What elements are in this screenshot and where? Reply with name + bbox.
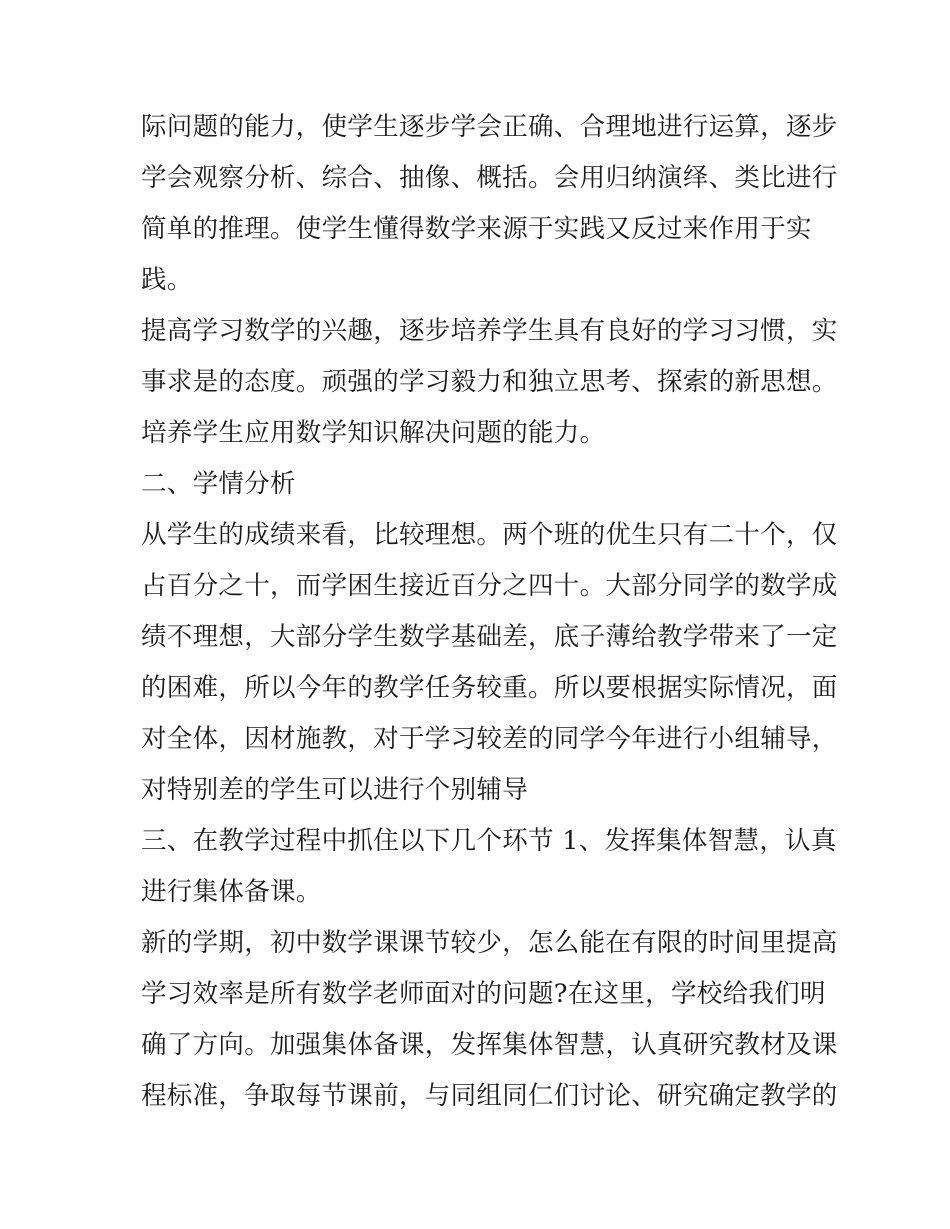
text-line: 事求是的态度。顽强的学习毅力和独立思考、探索的新思想。: [141, 367, 838, 397]
text-line: 对全体，因材施教，对于学习较差的同学今年进行小组辅导，: [141, 724, 838, 754]
text-line: 新的学期，初中数学课课节较少，怎么能在有限的时间里提高: [141, 928, 838, 958]
text-line: 进行集体备课。: [141, 877, 322, 907]
text-line: 的困难，所以今年的教学任务较重。所以要根据实际情况，面: [141, 673, 838, 703]
text-line: 占百分之十，而学困生接近百分之四十。大部分同学的数学成: [141, 571, 838, 601]
section-heading: 二、学情分析: [141, 469, 296, 499]
text-line: 对特别差的学生可以进行个别辅导: [141, 775, 529, 805]
text-line: 学习效率是所有数学老师面对的问题?在这里，学校给我们明: [141, 979, 826, 1009]
text-line: 从学生的成绩来看，比较理想。两个班的优生只有二十个，仅: [141, 520, 838, 550]
document-body: [141, 102, 838, 1122]
text-line: 践。: [141, 265, 193, 295]
text-line: 绩不理想，大部分学生数学基础差，底子薄给教学带来了一定: [141, 622, 838, 652]
text-line: 培养学生应用数学知识解决问题的能力。: [141, 418, 606, 448]
text-line: 程标准，争取每节课前，与同组同仁们讨论、研究确定教学的: [141, 1081, 838, 1111]
text-line: 确了方向。加强集体备课，发挥集体智慧，认真研究教材及课: [141, 1030, 838, 1060]
text-line: 提高学习数学的兴趣，逐步培养学生具有良好的学习习惯，实: [141, 316, 838, 346]
text-line: 际问题的能力，使学生逐步学会正确、合理地进行运算，逐步: [141, 112, 838, 142]
text-line: 简单的推理。使学生懂得数学来源于实践又反过来作用于实: [141, 214, 812, 244]
text-line: 学会观察分析、综合、抽像、概括。会用归纳演绎、类比进行: [141, 163, 838, 193]
section-heading: 三、在教学过程中抓住以下几个环节 1、发挥集体智慧，认真: [141, 826, 837, 856]
